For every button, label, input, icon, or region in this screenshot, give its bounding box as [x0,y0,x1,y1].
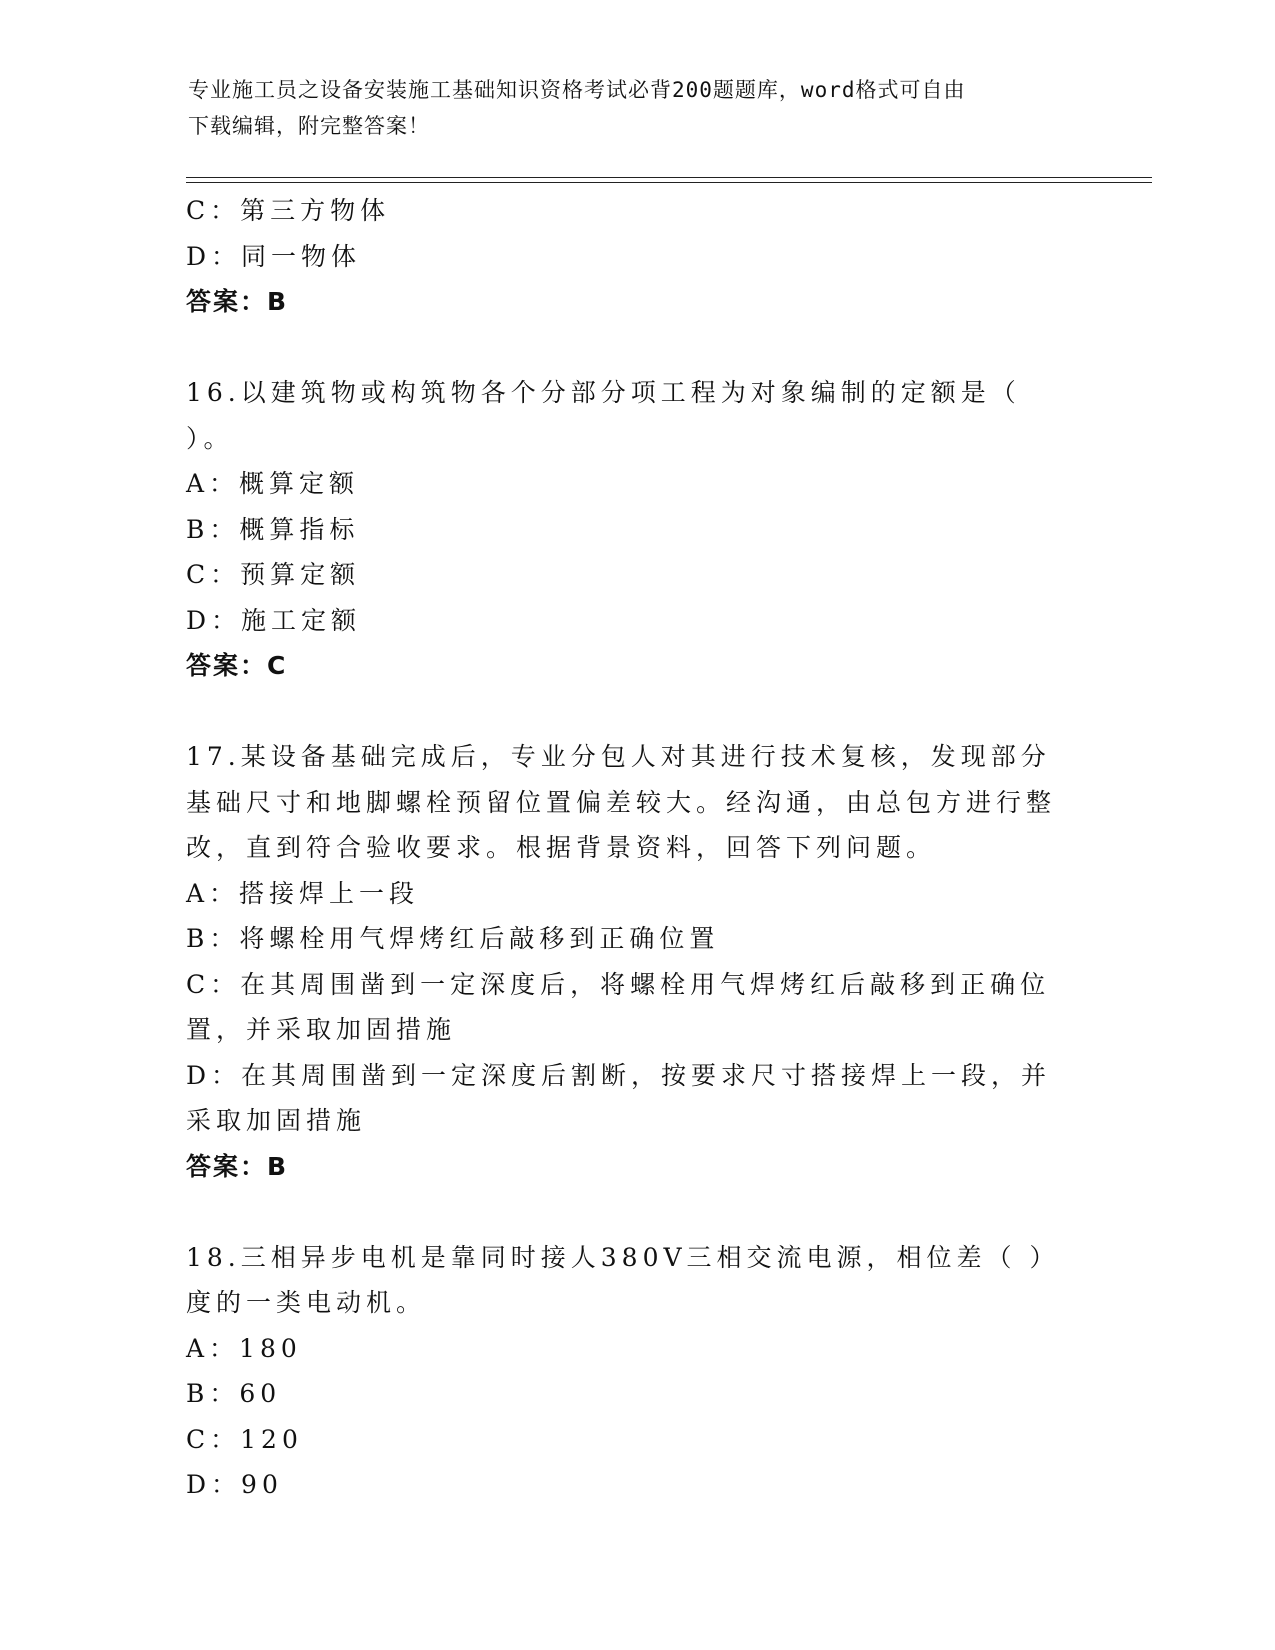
header-divider-top [186,177,1152,178]
question-stem: 17.某设备基础完成后，专业分包人对其进行技术复核，发现部分基础尺寸和地脚螺栓预留位置偏差较大。经沟通，由总包方进行整改，直到符合验收要求。根据背景资料，回答下列问题。 [186,742,1057,862]
answer-line: 答案：B [186,287,289,316]
question-16 [186,370,1086,689]
header-title-line-2: 下载编辑，附完整答案！ [188,114,430,138]
question-stem: 18.三相异步电机是靠同时接人380V三相交流电源，相位差（ ）度的一类电动机。 [186,1242,1060,1317]
question-18 [186,1235,1086,1508]
spacer [186,1189,1086,1235]
spacer [186,325,1086,371]
option-c: C：在其周围凿到一定深度后，将螺栓用气焊烤红后敲移到正确位置，并采取加固措施 [186,969,1051,1044]
option-a: A：180 [186,1333,302,1363]
option-d: D：在其周围凿到一定深度后割断，按要求尺寸搭接焊上一段，并采取加固措施 [186,1060,1052,1135]
option-d: D：施工定额 [186,605,362,635]
option-c: C：第三方物体 [186,196,391,225]
question-17 [186,734,1086,1189]
spacer [186,689,1086,735]
question-stem: 16.以建筑物或构筑物各个分部分项工程为对象编制的定额是（ ）。 [186,378,1021,453]
option-a: A：概算定额 [186,469,360,498]
document-header [188,72,1068,144]
option-b: B：概算指标 [186,514,360,544]
option-d: D：同一物体 [186,241,362,271]
header-divider-bottom [186,182,1152,183]
carryover-block [186,188,1086,325]
option-b: B：60 [186,1379,282,1408]
option-a: A：搭接焊上一段 [186,878,420,908]
header-title-line-1: 专业施工员之设备安装施工基础知识资格考试必背200题题库，word格式可自由 [188,78,966,102]
answer-line: 答案：C [186,651,288,680]
answer-line: 答案：B [186,1151,289,1181]
option-c: C：预算定额 [186,560,361,589]
question-content [186,188,1086,1508]
option-b: B：将螺栓用气焊烤红后敲移到正确位置 [186,924,720,953]
option-c: C：120 [186,1424,303,1454]
option-d: D：90 [186,1470,283,1499]
